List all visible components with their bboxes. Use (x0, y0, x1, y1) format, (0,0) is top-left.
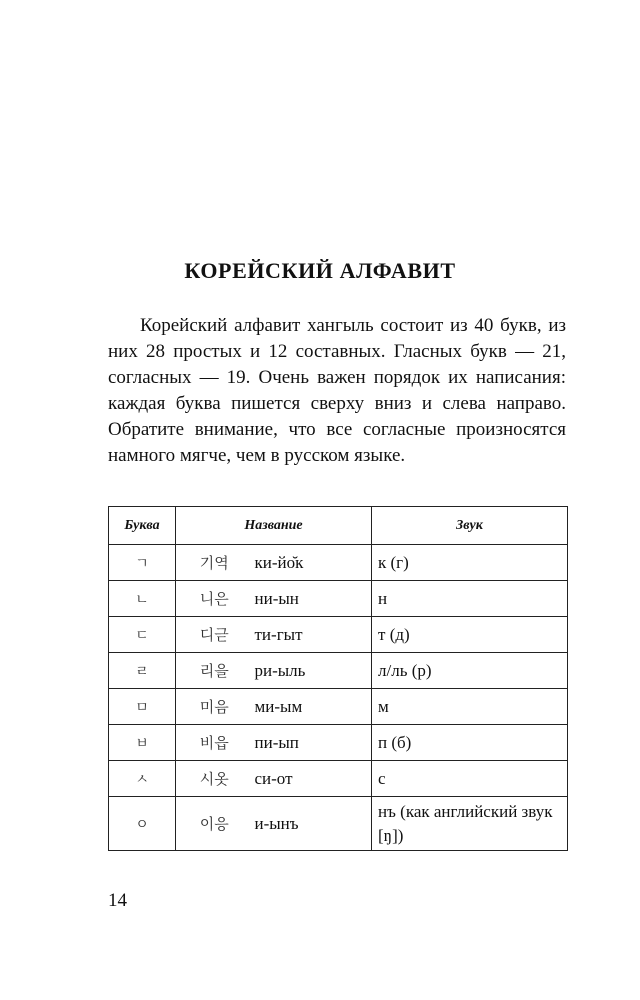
cell-hangul: 니은 (176, 581, 253, 617)
cell-hangul: 미음 (176, 689, 253, 725)
cell-hangul: 비읍 (176, 725, 253, 761)
cell-sound: п (б) (372, 725, 568, 761)
cell-translit: пи-ып (253, 725, 372, 761)
table-row (109, 653, 568, 689)
table-row (109, 725, 568, 761)
table-header-row (109, 507, 568, 545)
page-title: КОРЕЙСКИЙ АЛФАВИТ (184, 258, 456, 283)
cell-translit: си-от (253, 761, 372, 797)
cell-letter: ㅇ (109, 797, 176, 851)
cell-hangul: 기역 (176, 545, 253, 581)
cell-sound: к (г) (372, 545, 568, 581)
cell-letter: ㄷ (109, 617, 176, 653)
table-row (109, 689, 568, 725)
cell-sound: т (д) (372, 617, 568, 653)
table-row (109, 797, 568, 851)
cell-hangul: 시옷 (176, 761, 253, 797)
table-row (109, 617, 568, 653)
header-sound: Звук (372, 507, 568, 545)
table-row (109, 545, 568, 581)
cell-translit: ри-ыль (253, 653, 372, 689)
cell-sound: м (372, 689, 568, 725)
cell-translit: ки-йо̆к (253, 545, 372, 581)
cell-letter: ㅁ (109, 689, 176, 725)
cell-letter: ㄱ (109, 545, 176, 581)
cell-hangul: 디귿 (176, 617, 253, 653)
header-letter: Буква (109, 507, 176, 545)
header-name: Название (176, 507, 372, 545)
cell-translit: ти-гыт (253, 617, 372, 653)
intro-paragraph: Корейский алфавит хангыль состоит из 40 букв, из них 28 простых и 12 составных. Гласных букв — 21, согласных — 19. Очень важен порядок их написания: каждая буква пишется сверху вниз и слева направо. Обратите внимание, что все согласные произносятся намного мягче, чем в русском языке. (108, 315, 566, 466)
cell-sound: л/ль (р) (372, 653, 568, 689)
alphabet-table (108, 506, 568, 851)
cell-translit: ни-ын (253, 581, 372, 617)
cell-sound: с (372, 761, 568, 797)
table-row (109, 761, 568, 797)
cell-translit: ми-ым (253, 689, 372, 725)
cell-hangul: 이응 (176, 797, 253, 851)
page-number: 14 (108, 890, 127, 911)
cell-letter: ㄴ (109, 581, 176, 617)
table-row (109, 581, 568, 617)
cell-translit: и-ынъ (253, 797, 372, 851)
cell-hangul: 리을 (176, 653, 253, 689)
cell-letter: ㅂ (109, 725, 176, 761)
cell-sound: н (372, 581, 568, 617)
cell-letter: ㅅ (109, 761, 176, 797)
cell-letter: ㄹ (109, 653, 176, 689)
cell-sound: нъ (как английский звук [ŋ]) (372, 797, 568, 851)
